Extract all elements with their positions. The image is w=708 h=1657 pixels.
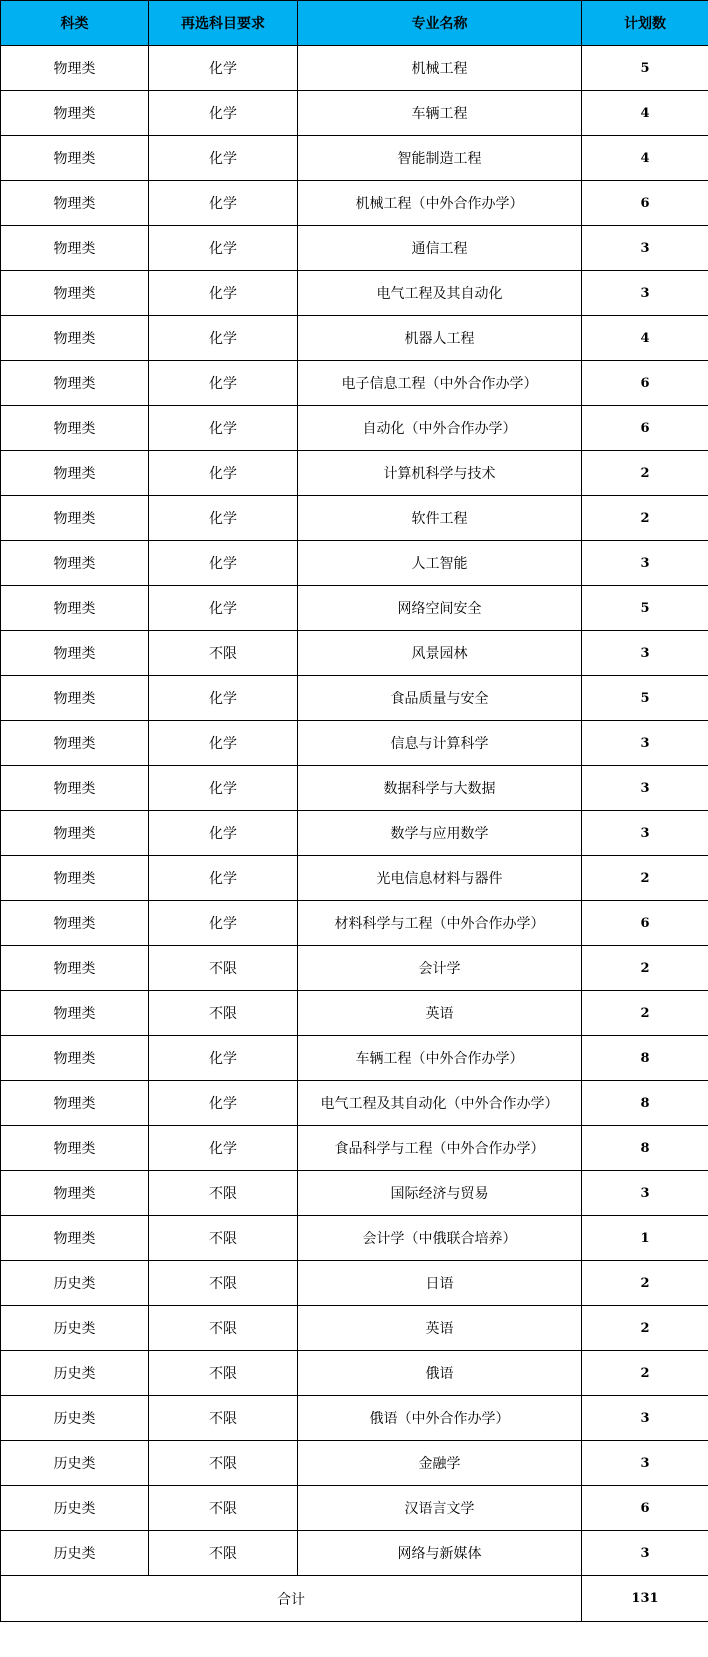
cell-category: 物理类 bbox=[1, 406, 149, 451]
header-major-name: 专业名称 bbox=[298, 1, 582, 46]
cell-subject-requirement: 化学 bbox=[149, 361, 298, 406]
cell-category: 物理类 bbox=[1, 946, 149, 991]
cell-plan-count: 8 bbox=[582, 1081, 708, 1126]
cell-major-name: 光电信息材料与器件 bbox=[298, 856, 582, 901]
table-row bbox=[1, 991, 708, 1036]
table-row bbox=[1, 181, 708, 226]
cell-major-name: 会计学（中俄联合培养） bbox=[298, 1216, 582, 1261]
table-row bbox=[1, 1171, 708, 1216]
cell-major-name: 智能制造工程 bbox=[298, 136, 582, 181]
cell-major-name: 日语 bbox=[298, 1261, 582, 1306]
cell-plan-count: 6 bbox=[582, 901, 708, 946]
cell-major-name: 自动化（中外合作办学） bbox=[298, 406, 582, 451]
cell-plan-count: 1 bbox=[582, 1216, 708, 1261]
cell-plan-count: 3 bbox=[582, 721, 708, 766]
table-row bbox=[1, 631, 708, 676]
table-row bbox=[1, 901, 708, 946]
cell-subject-requirement: 化学 bbox=[149, 766, 298, 811]
cell-subject-requirement: 化学 bbox=[149, 91, 298, 136]
cell-subject-requirement: 化学 bbox=[149, 541, 298, 586]
cell-subject-requirement: 化学 bbox=[149, 46, 298, 91]
total-value: 131 bbox=[582, 1576, 708, 1622]
cell-plan-count: 6 bbox=[582, 406, 708, 451]
table-row bbox=[1, 586, 708, 631]
cell-major-name: 车辆工程 bbox=[298, 91, 582, 136]
cell-subject-requirement: 化学 bbox=[149, 496, 298, 541]
cell-subject-requirement: 化学 bbox=[149, 1126, 298, 1171]
cell-subject-requirement: 不限 bbox=[149, 1531, 298, 1576]
cell-category: 物理类 bbox=[1, 991, 149, 1036]
table-row bbox=[1, 1081, 708, 1126]
header-subject-requirement: 再选科目要求 bbox=[149, 1, 298, 46]
cell-plan-count: 3 bbox=[582, 811, 708, 856]
cell-plan-count: 5 bbox=[582, 46, 708, 91]
table-row bbox=[1, 451, 708, 496]
table-row bbox=[1, 1216, 708, 1261]
table-row bbox=[1, 1351, 708, 1396]
cell-major-name: 人工智能 bbox=[298, 541, 582, 586]
table-row bbox=[1, 1396, 708, 1441]
table-row bbox=[1, 541, 708, 586]
cell-plan-count: 2 bbox=[582, 1306, 708, 1351]
cell-subject-requirement: 不限 bbox=[149, 1486, 298, 1531]
table-row bbox=[1, 1261, 708, 1306]
cell-category: 历史类 bbox=[1, 1531, 149, 1576]
cell-plan-count: 6 bbox=[582, 181, 708, 226]
cell-plan-count: 8 bbox=[582, 1036, 708, 1081]
cell-plan-count: 3 bbox=[582, 226, 708, 271]
cell-plan-count: 4 bbox=[582, 316, 708, 361]
cell-category: 历史类 bbox=[1, 1306, 149, 1351]
table-row bbox=[1, 811, 708, 856]
cell-major-name: 数据科学与大数据 bbox=[298, 766, 582, 811]
cell-category: 物理类 bbox=[1, 721, 149, 766]
cell-plan-count: 2 bbox=[582, 946, 708, 991]
cell-subject-requirement: 不限 bbox=[149, 946, 298, 991]
cell-major-name: 食品科学与工程（中外合作办学） bbox=[298, 1126, 582, 1171]
cell-category: 物理类 bbox=[1, 586, 149, 631]
cell-subject-requirement: 不限 bbox=[149, 1216, 298, 1261]
cell-plan-count: 2 bbox=[582, 1351, 708, 1396]
cell-category: 历史类 bbox=[1, 1261, 149, 1306]
cell-plan-count: 3 bbox=[582, 766, 708, 811]
cell-major-name: 车辆工程（中外合作办学） bbox=[298, 1036, 582, 1081]
header-row bbox=[1, 1, 708, 46]
cell-category: 物理类 bbox=[1, 676, 149, 721]
cell-major-name: 会计学 bbox=[298, 946, 582, 991]
cell-category: 物理类 bbox=[1, 1081, 149, 1126]
cell-major-name: 软件工程 bbox=[298, 496, 582, 541]
table-row bbox=[1, 721, 708, 766]
cell-plan-count: 3 bbox=[582, 631, 708, 676]
cell-category: 物理类 bbox=[1, 1126, 149, 1171]
cell-category: 物理类 bbox=[1, 496, 149, 541]
cell-major-name: 国际经济与贸易 bbox=[298, 1171, 582, 1216]
cell-category: 物理类 bbox=[1, 46, 149, 91]
cell-category: 历史类 bbox=[1, 1441, 149, 1486]
header-category: 科类 bbox=[1, 1, 149, 46]
cell-plan-count: 4 bbox=[582, 136, 708, 181]
cell-major-name: 俄语（中外合作办学） bbox=[298, 1396, 582, 1441]
cell-subject-requirement: 化学 bbox=[149, 721, 298, 766]
table-row bbox=[1, 1531, 708, 1576]
cell-subject-requirement: 化学 bbox=[149, 586, 298, 631]
cell-subject-requirement: 化学 bbox=[149, 316, 298, 361]
cell-plan-count: 2 bbox=[582, 1261, 708, 1306]
cell-subject-requirement: 不限 bbox=[149, 631, 298, 676]
cell-category: 物理类 bbox=[1, 136, 149, 181]
cell-category: 物理类 bbox=[1, 316, 149, 361]
table-row bbox=[1, 406, 708, 451]
cell-major-name: 电气工程及其自动化（中外合作办学） bbox=[298, 1081, 582, 1126]
header-plan-count: 计划数 bbox=[582, 1, 708, 46]
cell-plan-count: 3 bbox=[582, 1441, 708, 1486]
table-row bbox=[1, 136, 708, 181]
table-row bbox=[1, 1036, 708, 1081]
cell-subject-requirement: 化学 bbox=[149, 811, 298, 856]
cell-category: 物理类 bbox=[1, 361, 149, 406]
table-footer bbox=[1, 1576, 708, 1622]
cell-major-name: 网络空间安全 bbox=[298, 586, 582, 631]
cell-subject-requirement: 化学 bbox=[149, 181, 298, 226]
cell-category: 物理类 bbox=[1, 1216, 149, 1261]
cell-subject-requirement: 化学 bbox=[149, 901, 298, 946]
table-row bbox=[1, 226, 708, 271]
table-row bbox=[1, 496, 708, 541]
table-row bbox=[1, 361, 708, 406]
cell-category: 物理类 bbox=[1, 1036, 149, 1081]
cell-plan-count: 3 bbox=[582, 1171, 708, 1216]
table-row bbox=[1, 46, 708, 91]
cell-subject-requirement: 化学 bbox=[149, 676, 298, 721]
table-row bbox=[1, 271, 708, 316]
cell-subject-requirement: 不限 bbox=[149, 1351, 298, 1396]
cell-major-name: 英语 bbox=[298, 991, 582, 1036]
cell-category: 物理类 bbox=[1, 271, 149, 316]
cell-subject-requirement: 不限 bbox=[149, 1396, 298, 1441]
cell-subject-requirement: 不限 bbox=[149, 1306, 298, 1351]
cell-plan-count: 3 bbox=[582, 1396, 708, 1441]
cell-subject-requirement: 化学 bbox=[149, 406, 298, 451]
cell-subject-requirement: 化学 bbox=[149, 136, 298, 181]
cell-major-name: 食品质量与安全 bbox=[298, 676, 582, 721]
cell-category: 物理类 bbox=[1, 226, 149, 271]
total-row bbox=[1, 1576, 708, 1622]
cell-subject-requirement: 化学 bbox=[149, 451, 298, 496]
cell-plan-count: 2 bbox=[582, 856, 708, 901]
cell-major-name: 俄语 bbox=[298, 1351, 582, 1396]
cell-category: 物理类 bbox=[1, 451, 149, 496]
cell-plan-count: 2 bbox=[582, 451, 708, 496]
cell-major-name: 网络与新媒体 bbox=[298, 1531, 582, 1576]
cell-major-name: 汉语言文学 bbox=[298, 1486, 582, 1531]
table-row bbox=[1, 676, 708, 721]
cell-subject-requirement: 不限 bbox=[149, 1171, 298, 1216]
cell-plan-count: 6 bbox=[582, 361, 708, 406]
cell-category: 物理类 bbox=[1, 901, 149, 946]
table-body bbox=[1, 46, 708, 1576]
table-row bbox=[1, 1306, 708, 1351]
cell-category: 物理类 bbox=[1, 766, 149, 811]
cell-category: 物理类 bbox=[1, 91, 149, 136]
cell-category: 物理类 bbox=[1, 856, 149, 901]
cell-major-name: 数学与应用数学 bbox=[298, 811, 582, 856]
cell-plan-count: 5 bbox=[582, 676, 708, 721]
cell-major-name: 机械工程 bbox=[298, 46, 582, 91]
cell-subject-requirement: 化学 bbox=[149, 856, 298, 901]
cell-plan-count: 4 bbox=[582, 91, 708, 136]
cell-major-name: 金融学 bbox=[298, 1441, 582, 1486]
table-row bbox=[1, 766, 708, 811]
cell-plan-count: 2 bbox=[582, 496, 708, 541]
cell-plan-count: 3 bbox=[582, 541, 708, 586]
cell-subject-requirement: 不限 bbox=[149, 1261, 298, 1306]
table-row bbox=[1, 1441, 708, 1486]
cell-subject-requirement: 化学 bbox=[149, 226, 298, 271]
cell-plan-count: 2 bbox=[582, 991, 708, 1036]
table-row bbox=[1, 91, 708, 136]
cell-category: 物理类 bbox=[1, 631, 149, 676]
cell-category: 历史类 bbox=[1, 1396, 149, 1441]
cell-plan-count: 3 bbox=[582, 271, 708, 316]
cell-plan-count: 3 bbox=[582, 1531, 708, 1576]
cell-major-name: 电子信息工程（中外合作办学） bbox=[298, 361, 582, 406]
cell-category: 物理类 bbox=[1, 1171, 149, 1216]
table-row bbox=[1, 856, 708, 901]
cell-category: 物理类 bbox=[1, 181, 149, 226]
cell-subject-requirement: 化学 bbox=[149, 1081, 298, 1126]
cell-subject-requirement: 不限 bbox=[149, 991, 298, 1036]
cell-major-name: 信息与计算科学 bbox=[298, 721, 582, 766]
cell-plan-count: 8 bbox=[582, 1126, 708, 1171]
cell-major-name: 机械工程（中外合作办学） bbox=[298, 181, 582, 226]
cell-major-name: 通信工程 bbox=[298, 226, 582, 271]
cell-category: 物理类 bbox=[1, 811, 149, 856]
table-row bbox=[1, 316, 708, 361]
cell-category: 物理类 bbox=[1, 541, 149, 586]
table-header bbox=[1, 1, 708, 46]
cell-major-name: 电气工程及其自动化 bbox=[298, 271, 582, 316]
table-row bbox=[1, 1126, 708, 1171]
cell-category: 历史类 bbox=[1, 1351, 149, 1396]
cell-subject-requirement: 化学 bbox=[149, 1036, 298, 1081]
cell-plan-count: 5 bbox=[582, 586, 708, 631]
table-row bbox=[1, 1486, 708, 1531]
cell-major-name: 计算机科学与技术 bbox=[298, 451, 582, 496]
cell-major-name: 风景园林 bbox=[298, 631, 582, 676]
cell-major-name: 英语 bbox=[298, 1306, 582, 1351]
cell-plan-count: 6 bbox=[582, 1486, 708, 1531]
total-label: 合计 bbox=[1, 1576, 582, 1622]
cell-category: 历史类 bbox=[1, 1486, 149, 1531]
cell-subject-requirement: 不限 bbox=[149, 1441, 298, 1486]
cell-major-name: 材料科学与工程（中外合作办学） bbox=[298, 901, 582, 946]
table-row bbox=[1, 946, 708, 991]
cell-major-name: 机器人工程 bbox=[298, 316, 582, 361]
cell-subject-requirement: 化学 bbox=[149, 271, 298, 316]
